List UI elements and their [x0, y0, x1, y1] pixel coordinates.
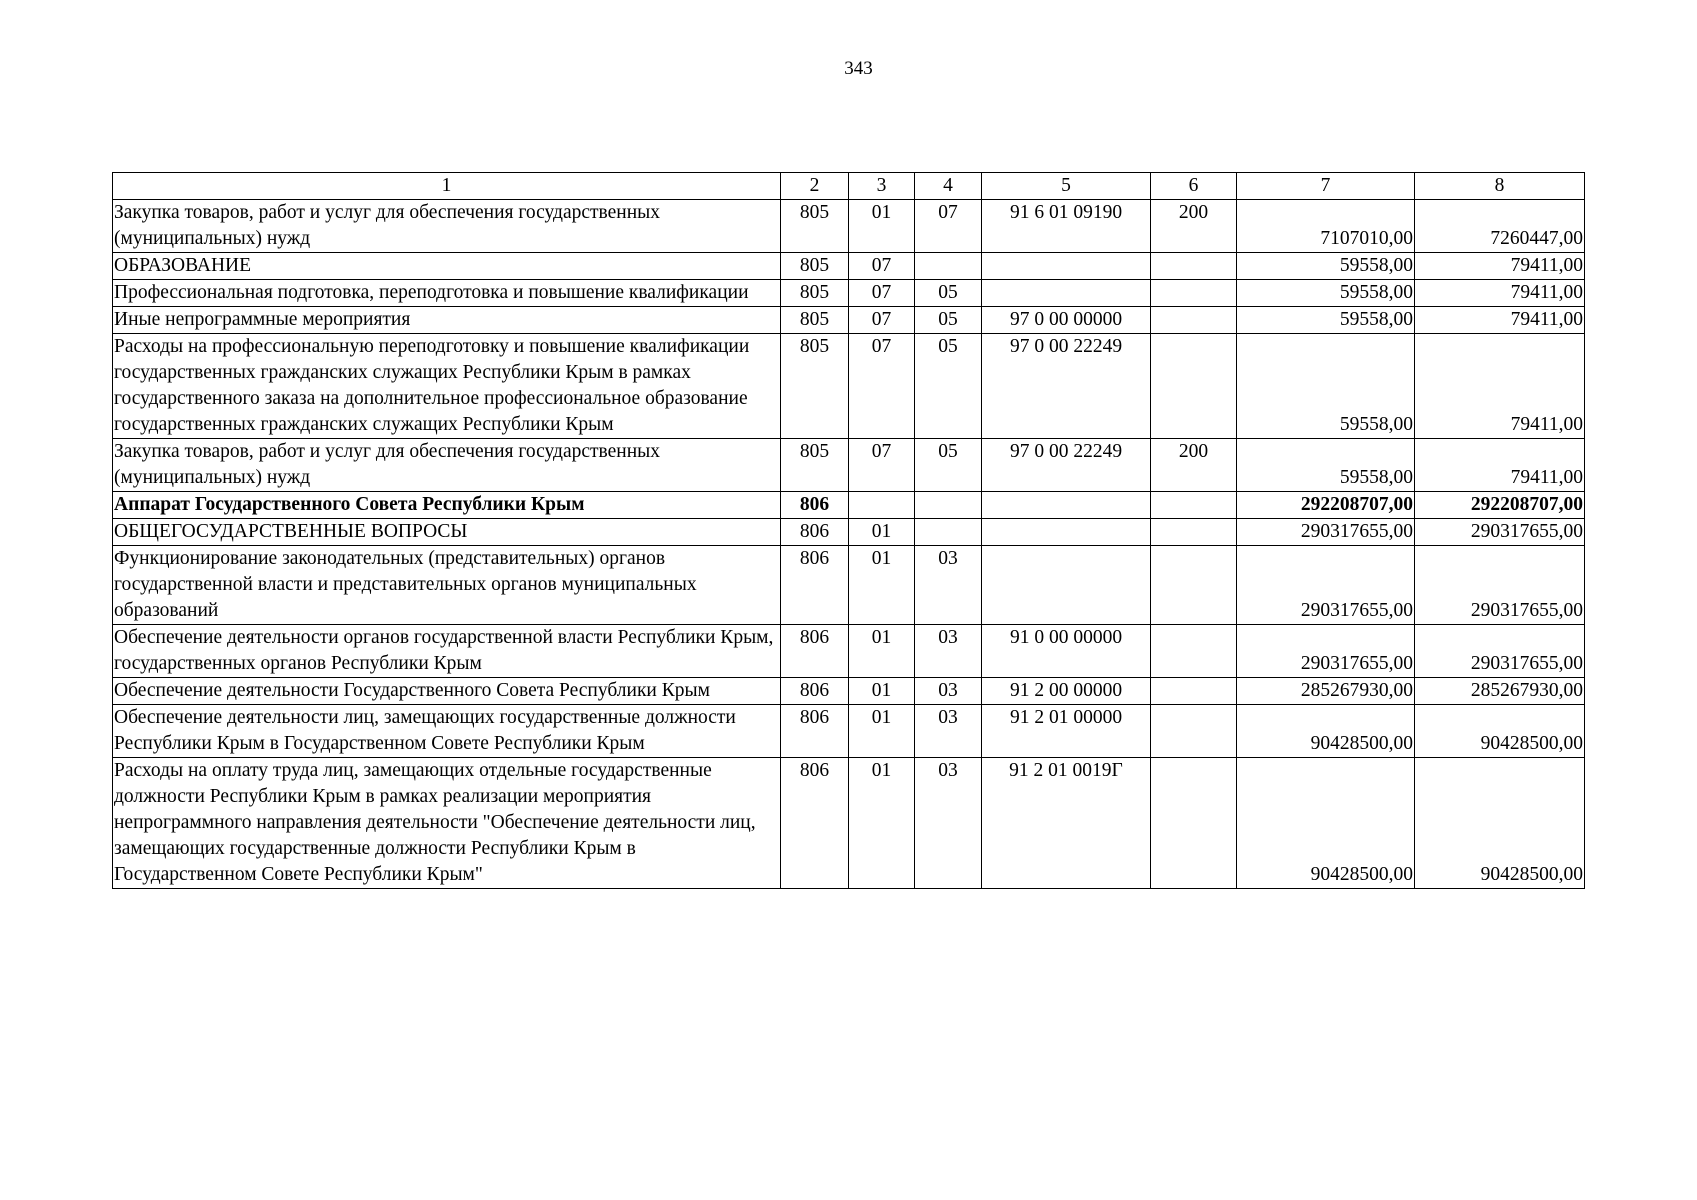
code-target-cell [982, 492, 1151, 519]
code-section-cell: 01 [849, 200, 915, 253]
amount-year2-cell: 290317655,00 [1415, 546, 1585, 625]
code-expense-type-cell: 200 [1151, 200, 1237, 253]
code-subsection-cell: 03 [915, 705, 982, 758]
row-name-cell: Аппарат Государственного Совета Республики Крым [113, 492, 781, 519]
code-target-cell: 91 2 00 00000 [982, 678, 1151, 705]
header-cell: 3 [849, 173, 915, 200]
amount-year1-cell: 290317655,00 [1237, 519, 1415, 546]
code-admin-cell: 805 [781, 439, 849, 492]
code-admin-cell: 805 [781, 280, 849, 307]
amount-year1-cell: 90428500,00 [1237, 758, 1415, 889]
header-cell: 1 [113, 173, 781, 200]
row-name-cell: Обеспечение деятельности органов государственной власти Республики Крым, государственных органов Республики Крым [113, 625, 781, 678]
code-expense-type-cell [1151, 758, 1237, 889]
row-name-cell: Расходы на оплату труда лиц, замещающих отдельные государственные должности Республики Крым в рамках реализации мероприятия непрограммного направления деятельности "Обеспечение деятельности лиц, замещающих государственные должности Республики Крым в Государственном Совете Республики Крым" [113, 758, 781, 889]
code-subsection-cell [915, 492, 982, 519]
code-section-cell: 01 [849, 758, 915, 889]
row-name-cell: Профессиональная подготовка, переподготовка и повышение квалификации [113, 280, 781, 307]
row-name-cell: Закупка товаров, работ и услуг для обеспечения государственных (муниципальных) нужд [113, 439, 781, 492]
amount-year1-cell: 290317655,00 [1237, 546, 1415, 625]
amount-year1-cell: 59558,00 [1237, 253, 1415, 280]
table-row [113, 200, 1585, 253]
amount-year1-cell: 59558,00 [1237, 280, 1415, 307]
amount-year1-cell: 59558,00 [1237, 307, 1415, 334]
code-admin-cell: 806 [781, 519, 849, 546]
header-cell: 7 [1237, 173, 1415, 200]
amount-year2-cell: 79411,00 [1415, 253, 1585, 280]
code-section-cell: 01 [849, 705, 915, 758]
code-expense-type-cell [1151, 307, 1237, 334]
code-expense-type-cell [1151, 492, 1237, 519]
code-target-cell: 91 2 01 00000 [982, 705, 1151, 758]
code-section-cell: 07 [849, 334, 915, 439]
code-section-cell: 07 [849, 307, 915, 334]
code-subsection-cell: 03 [915, 546, 982, 625]
code-admin-cell: 805 [781, 307, 849, 334]
code-admin-cell: 806 [781, 758, 849, 889]
page-number: 343 [844, 58, 873, 79]
budget-table [112, 172, 1585, 889]
code-admin-cell: 806 [781, 705, 849, 758]
header-cell: 5 [982, 173, 1151, 200]
amount-year1-cell: 292208707,00 [1237, 492, 1415, 519]
row-name-cell: Обеспечение деятельности Государственного Совета Республики Крым [113, 678, 781, 705]
code-expense-type-cell [1151, 280, 1237, 307]
code-section-cell: 01 [849, 546, 915, 625]
amount-year1-cell: 59558,00 [1237, 439, 1415, 492]
code-target-cell [982, 519, 1151, 546]
row-name-cell: Обеспечение деятельности лиц, замещающих государственные должности Республики Крым в Государственном Совете Республики Крым [113, 705, 781, 758]
amount-year2-cell: 79411,00 [1415, 307, 1585, 334]
code-section-cell [849, 492, 915, 519]
code-subsection-cell: 03 [915, 678, 982, 705]
header-cell: 8 [1415, 173, 1585, 200]
code-subsection-cell: 05 [915, 334, 982, 439]
code-expense-type-cell [1151, 253, 1237, 280]
code-expense-type-cell [1151, 625, 1237, 678]
amount-year2-cell: 290317655,00 [1415, 519, 1585, 546]
code-subsection-cell [915, 253, 982, 280]
code-target-cell [982, 280, 1151, 307]
code-subsection-cell: 05 [915, 307, 982, 334]
code-expense-type-cell [1151, 519, 1237, 546]
table-row [113, 625, 1585, 678]
code-subsection-cell [915, 519, 982, 546]
amount-year2-cell: 79411,00 [1415, 334, 1585, 439]
code-admin-cell: 806 [781, 492, 849, 519]
row-name-cell: Функционирование законодательных (представительных) органов государственной власти и представительных органов муниципальных образований [113, 546, 781, 625]
code-section-cell: 01 [849, 625, 915, 678]
code-target-cell: 97 0 00 22249 [982, 439, 1151, 492]
code-expense-type-cell [1151, 678, 1237, 705]
table-row [113, 334, 1585, 439]
code-expense-type-cell: 200 [1151, 439, 1237, 492]
code-admin-cell: 806 [781, 678, 849, 705]
row-name-cell: Закупка товаров, работ и услуг для обеспечения государственных (муниципальных) нужд [113, 200, 781, 253]
code-subsection-cell: 07 [915, 200, 982, 253]
table-row [113, 492, 1585, 519]
header-cell: 6 [1151, 173, 1237, 200]
code-subsection-cell: 05 [915, 280, 982, 307]
code-section-cell: 07 [849, 439, 915, 492]
code-target-cell: 91 6 01 09190 [982, 200, 1151, 253]
code-section-cell: 01 [849, 678, 915, 705]
amount-year2-cell: 7260447,00 [1415, 200, 1585, 253]
amount-year1-cell: 290317655,00 [1237, 625, 1415, 678]
amount-year1-cell: 7107010,00 [1237, 200, 1415, 253]
table-row [113, 280, 1585, 307]
table-row [113, 758, 1585, 889]
code-admin-cell: 805 [781, 200, 849, 253]
amount-year2-cell: 79411,00 [1415, 439, 1585, 492]
table-header-row [113, 173, 1585, 200]
table-row [113, 307, 1585, 334]
code-target-cell: 91 2 01 0019Г [982, 758, 1151, 889]
header-cell: 4 [915, 173, 982, 200]
amount-year1-cell: 59558,00 [1237, 334, 1415, 439]
code-subsection-cell: 05 [915, 439, 982, 492]
row-name-cell: ОБЩЕГОСУДАРСТВЕННЫЕ ВОПРОСЫ [113, 519, 781, 546]
table-row [113, 678, 1585, 705]
amount-year2-cell: 79411,00 [1415, 280, 1585, 307]
row-name-cell: Иные непрограммные мероприятия [113, 307, 781, 334]
code-subsection-cell: 03 [915, 758, 982, 889]
header-cell: 2 [781, 173, 849, 200]
amount-year2-cell: 292208707,00 [1415, 492, 1585, 519]
code-section-cell: 07 [849, 253, 915, 280]
amount-year2-cell: 90428500,00 [1415, 758, 1585, 889]
code-expense-type-cell [1151, 705, 1237, 758]
table-row [113, 546, 1585, 625]
table-row [113, 519, 1585, 546]
code-target-cell [982, 546, 1151, 625]
table-row [113, 439, 1585, 492]
code-target-cell: 97 0 00 00000 [982, 307, 1151, 334]
amount-year1-cell: 285267930,00 [1237, 678, 1415, 705]
amount-year2-cell: 285267930,00 [1415, 678, 1585, 705]
amount-year1-cell: 90428500,00 [1237, 705, 1415, 758]
code-expense-type-cell [1151, 334, 1237, 439]
code-expense-type-cell [1151, 546, 1237, 625]
row-name-cell: Расходы на профессиональную переподготовку и повышение квалификации государственных гражданских служащих Республики Крым в рамках государственного заказа на дополнительное профессиональное образование государственных гражданских служащих Республики Крым [113, 334, 781, 439]
code-subsection-cell: 03 [915, 625, 982, 678]
code-admin-cell: 805 [781, 334, 849, 439]
code-admin-cell: 805 [781, 253, 849, 280]
row-name-cell: ОБРАЗОВАНИЕ [113, 253, 781, 280]
code-admin-cell: 806 [781, 546, 849, 625]
code-admin-cell: 806 [781, 625, 849, 678]
table-row [113, 253, 1585, 280]
amount-year2-cell: 90428500,00 [1415, 705, 1585, 758]
amount-year2-cell: 290317655,00 [1415, 625, 1585, 678]
code-section-cell: 07 [849, 280, 915, 307]
code-target-cell: 91 0 00 00000 [982, 625, 1151, 678]
code-target-cell [982, 253, 1151, 280]
code-target-cell: 97 0 00 22249 [982, 334, 1151, 439]
code-section-cell: 01 [849, 519, 915, 546]
table-row [113, 705, 1585, 758]
